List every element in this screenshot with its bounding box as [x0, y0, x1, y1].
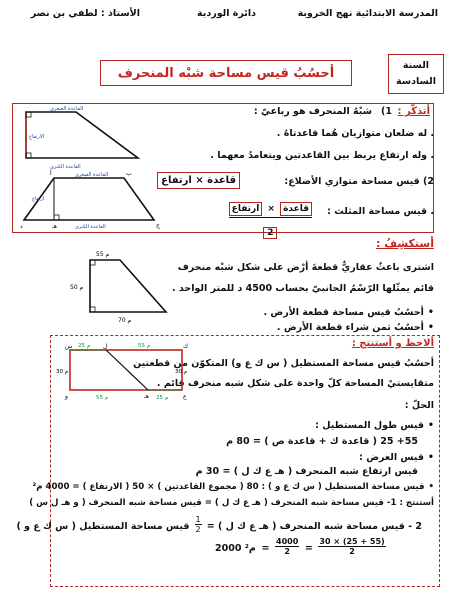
section3-line1: أحسُبُ قيس مساحة المستطيل ( س ك ع و) المتكوّن من قطعتين	[133, 358, 434, 369]
fig2-left: 50 م	[70, 284, 84, 291]
width-label: • قيس العرض :	[359, 452, 434, 463]
section3-line2: متقايستيْ المساحة كلّ واحدة على شكل شبه منحرف قائم .	[156, 378, 434, 389]
section1-num: 1)	[381, 106, 392, 117]
section1-line1: شبْهُ المنحرف هو رباعيّ :	[253, 106, 372, 117]
half-numerator: 1	[195, 515, 201, 524]
section2-label: أستكشِفُ :	[376, 237, 434, 250]
triangle-denominator: 2	[263, 227, 277, 239]
level-line2: السادسة	[395, 76, 437, 87]
fig3-vertex-h: هـ	[144, 393, 149, 400]
right-trapezoid	[26, 106, 138, 170]
fig1-top-small: القاعدة الصغرى	[50, 106, 84, 112]
times-sign: ×	[267, 204, 275, 214]
section1-label: أتذكّر :	[397, 106, 430, 117]
vertex-a: أ	[50, 170, 52, 177]
school-name: المدرسة الابتدائية نهج الخروبة	[297, 8, 438, 19]
fig3-bottom-left: 55 م	[96, 395, 109, 400]
length-label: • قيس طول المستطيل :	[315, 420, 434, 431]
length-calc: 55+ 25 ( قاعدة ك + قاعدة ص ) = 80 م	[226, 436, 418, 447]
section2-line1: اشترى باعثٌ عقاريٌّ قطعةَ أرْض على شكل شبْه منحرف	[177, 262, 434, 273]
fig3-top-right: 55 م	[138, 343, 151, 349]
section2-task1: • أحسُبُ قيس مساحة قطعة الأرض .	[264, 307, 434, 318]
triangle-base-box: قاعدة	[280, 202, 312, 216]
fig1-height: الارتفاع	[29, 134, 45, 140]
section2-task2: • أحسُبُ ثمن شراء قطعة الأرض .	[277, 322, 434, 333]
fig3-vertex-o: و	[65, 393, 68, 400]
vertex-b: ب	[126, 170, 132, 177]
conclusion-1: أستنتج : 1- قيس مساحة شبه المنحرف ( هـ ع ك ل ) = قيس مساحة شبه المنحرف ( و هـ ل س )	[29, 498, 434, 508]
parallelogram-formula-box: قاعدة × ارتفاع	[157, 172, 240, 189]
fig2-top: 55 م	[96, 251, 110, 258]
section3-label: ألاحظ و أستنتج :	[351, 338, 434, 349]
isosceles-trapezoid	[20, 169, 160, 230]
fig3-bottom-right: 25 م	[156, 395, 169, 400]
fig3-top-left: 25 م	[78, 343, 91, 349]
land-trapezoid-figure	[68, 246, 178, 326]
rectangle-split-figure	[56, 338, 190, 400]
teacher-name: الأستاذ : لطفي بن نصر	[30, 8, 140, 19]
fig3-vertex-s: س	[65, 343, 73, 350]
fig3-vertex-l: ل	[103, 343, 108, 350]
fig3-left: 30 م	[56, 369, 69, 375]
final-calculation: 2000 م² = $\frac{4000}{2}$ = $\frac{30 \times (25 + 55)}{2}$	[215, 537, 385, 556]
fig1-bottom-large2: القاعدة الكبرى	[75, 224, 106, 230]
vertex-c: ج	[156, 222, 160, 229]
section1-line2: . له ضلعان متوازيان هُما قاعدتاهُ .	[276, 128, 434, 139]
vertex-d: د	[20, 223, 23, 230]
section2-line2: قائم يمثّلها الرّسْمُ الجانبيّ بحساب 4500 د للمتر الواحد .	[171, 283, 434, 294]
mid-denominator: 2	[284, 547, 290, 556]
rectangle-area-calc: • قيس مساحة المستطيل ( س ك ع و ) : 80 ( مجموع القاعدتين ) × 50 ( الارتفاع ) = 4000 م²	[32, 482, 434, 492]
fig3-vertex-a: ع	[183, 393, 187, 400]
fig1-top-small2: القاعدة الصغرى	[75, 172, 109, 178]
page-title: أحسُبُ قيس مساحة شبْه المنحرف	[100, 60, 352, 86]
solution-label: الحلّ :	[404, 400, 434, 411]
parallelogram-area-label: 2) قيس مساحة متوازي الأضلاع:	[284, 176, 434, 187]
left-denominator: 2	[349, 547, 355, 556]
triangle-area-label: . قيس مساحة المثلث :	[327, 206, 434, 217]
vertex-h: هـ	[52, 223, 57, 230]
conclusion-2-suffix: قيس مساحة المستطيل ( س ك ع و )	[16, 521, 190, 532]
district-name: دائرة الوردية	[197, 8, 256, 19]
trapezoid-figures	[20, 104, 180, 230]
fig1-bottom-large: القاعدة الكبرى	[50, 164, 81, 170]
mid-numerator: 4000	[276, 537, 299, 546]
fig2-bottom: 70 م	[118, 317, 132, 324]
level-box	[388, 54, 444, 94]
left-numerator: 30 × (25 + 55)	[319, 537, 385, 546]
width-calc: قيس ارتفاع شبه المنحرف ( هـ ع ك ل ) = 30 م	[195, 466, 418, 477]
half-denominator: 2	[195, 525, 201, 534]
triangle-formula	[229, 196, 312, 239]
level-line1: السنة	[402, 60, 430, 71]
final-result: 2000 م²	[215, 543, 256, 554]
section1-line3: . وله ارتفاع يربط بين القاعدتين ويتعامدُ معهما .	[210, 150, 434, 161]
fig1-height2: ارتفاع	[32, 196, 45, 202]
fig3-vertex-k: ك	[183, 343, 188, 350]
conclusion-2-prefix: 2 - قيس مساحة شبه المنحرف ( هـ ع ك ل ) =	[206, 521, 422, 532]
triangle-height-box: ارتفاع	[229, 202, 263, 216]
conclusion-2	[16, 514, 422, 534]
fig3-right: 30 م	[175, 369, 188, 375]
